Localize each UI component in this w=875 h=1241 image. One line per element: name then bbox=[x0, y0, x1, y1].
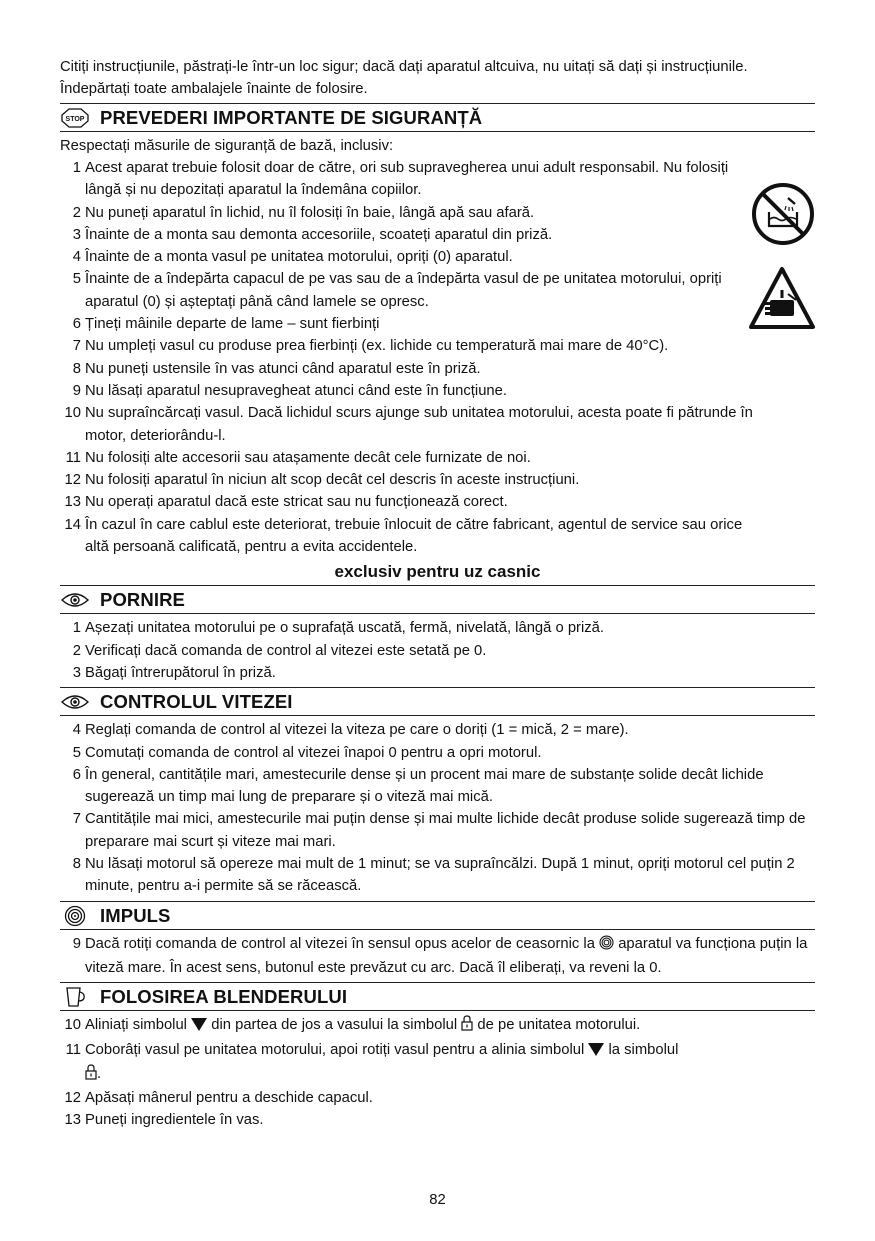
blender-title: FOLOSIREA BLENDERULUI bbox=[100, 986, 348, 1008]
item-number: 10 bbox=[64, 405, 81, 422]
item-text: Înainte de a monta sau demonta accesoriile, scoateți aparatul din priză. bbox=[85, 226, 553, 243]
item-number: 13 bbox=[64, 1112, 81, 1129]
start-list bbox=[60, 617, 815, 684]
item-text: Înainte de a îndepărta capacul de pe vas sau de a îndepărta vasul de pe unitatea motorului, opriți aparatul (0) și așteptați până când lamele se opresc. bbox=[85, 271, 722, 310]
item-text: Nu puneți aparatul în lichid, nu îl folosiți în baie, lângă apă sau afară. bbox=[85, 204, 535, 221]
item-number: 3 bbox=[72, 664, 81, 681]
hand-blade-warning-icon bbox=[748, 266, 816, 335]
item-text: Înainte de a monta vasul pe unitatea motorului, opriți (0) aparatul. bbox=[85, 249, 513, 266]
speed-heading bbox=[60, 687, 815, 716]
pulse-text-part1: Dacă rotiți comanda de control al vitezei în sensul opus acelor de ceasornic la bbox=[85, 935, 595, 952]
safety-list bbox=[60, 157, 815, 558]
jug-icon bbox=[60, 985, 90, 1009]
list-item: 10 Aliniați simbolul din partea de jos a vasului la simbolul de pe unitatea motorului. bbox=[60, 1014, 815, 1038]
list-item bbox=[60, 380, 815, 402]
item-text: Așezați unitatea motorului pe o suprafață uscată, fermă, nivelată, lângă o priză. bbox=[85, 620, 605, 637]
stop-icon bbox=[60, 106, 90, 130]
list-item bbox=[60, 202, 815, 224]
item-text: Nu lăsați aparatul nesupravegheat atunci când este în funcțiune. bbox=[85, 382, 507, 399]
list-item bbox=[60, 1109, 815, 1131]
list-item bbox=[60, 224, 815, 246]
triangle-down-icon bbox=[588, 1041, 604, 1063]
start-title: PORNIRE bbox=[100, 589, 185, 611]
item-text: Nu operați aparatul dacă este stricat sau nu funcționează corect. bbox=[85, 494, 508, 511]
list-item bbox=[60, 447, 815, 469]
blender-list bbox=[60, 1014, 815, 1087]
item-number: 12 bbox=[64, 472, 81, 489]
eye-icon bbox=[60, 588, 90, 612]
list-item bbox=[60, 719, 815, 741]
blender-list-continued bbox=[60, 1087, 815, 1132]
list-item bbox=[60, 617, 815, 639]
list-item bbox=[60, 853, 815, 898]
speed-title: CONTROLUL VITEZEI bbox=[100, 691, 293, 713]
item-number: 8 bbox=[72, 856, 81, 873]
list-item bbox=[60, 1087, 815, 1109]
pulse-text-part2: aparatul va funcționa puțin la viteză mare. În acest sens, butonul este prevăzut cu arc. Dacă îl eliberați, va reveni la 0. bbox=[85, 935, 808, 976]
start-heading bbox=[60, 585, 815, 614]
item-number: 4 bbox=[72, 722, 81, 739]
item-text: Comutați comanda de control al vitezei înapoi 0 pentru a opri motorul. bbox=[85, 744, 542, 761]
item-text: Puneți ingredientele în vas. bbox=[85, 1112, 264, 1129]
item-number: 2 bbox=[72, 204, 81, 221]
list-item bbox=[60, 402, 815, 447]
no-water-warning-icon bbox=[751, 182, 815, 251]
safety-title: PREVEDERI IMPORTANTE DE SIGURANȚĂ bbox=[100, 107, 483, 128]
item-text: Nu folosiți alte accesorii sau atașamente decât cele furnizate de noi. bbox=[85, 449, 531, 466]
list-item bbox=[60, 313, 815, 335]
list-item bbox=[60, 358, 815, 380]
item-text: În cazul în care cablul este deteriorat, trebuie înlocuit de către fabricant, agentul de service sau orice altă persoană calificată, pentru a evita accidentele. bbox=[85, 516, 743, 556]
triangle-down-icon bbox=[191, 1016, 207, 1038]
list-item bbox=[60, 157, 815, 202]
item-text: Băgați întrerupătorul în priză. bbox=[85, 664, 276, 681]
item-text: Nu supraîncărcați vasul. Dacă lichidul scurs ajunge sub unitatea motorului, acesta poate fi pătrunde în motor, deteriorându-l. bbox=[85, 405, 753, 444]
item-text: Nu umpleți vasul cu produse prea fierbinți (ex. lichide cu temperatură mai mare de 40°C). bbox=[85, 338, 669, 355]
item-text: Acest aparat trebuie folosit doar de către, ori sub supravegherea unui adult responsabil. Nu folosiți lângă și nu depozitați aparatul la îndemâna copiilor. bbox=[85, 160, 729, 199]
item-text: Reglați comanda de control al vitezei la viteza pe care o doriți (1 = mică, 2 = mare). bbox=[85, 722, 629, 739]
item-number: 4 bbox=[72, 249, 81, 266]
pulse-title: IMPULS bbox=[100, 904, 171, 926]
item-number: 8 bbox=[72, 360, 81, 377]
safety-lead: Respectați măsurile de siguranță de bază, inclusiv: bbox=[60, 138, 394, 154]
item-number: 3 bbox=[72, 226, 81, 243]
item-number: 1 bbox=[72, 620, 81, 637]
item-number: 6 bbox=[72, 316, 81, 333]
item-number: 1 bbox=[72, 160, 81, 176]
padlock-icon bbox=[461, 1015, 473, 1038]
pulse-list bbox=[60, 933, 815, 980]
item-text: În general, cantitățile mari, amestecurile dense și un procent mai mare de substanțe solide decât lichide sugerează un timp mai lung de preparare și o viteză mai mică. bbox=[85, 766, 764, 806]
item-number: 2 bbox=[72, 642, 81, 659]
list-item bbox=[60, 469, 815, 491]
item-number: 13 bbox=[64, 494, 81, 511]
item-text: Apăsați mânerul pentru a deschide capacul. bbox=[85, 1090, 373, 1107]
pulse-heading bbox=[60, 901, 815, 930]
list-item bbox=[60, 808, 815, 853]
intro-text: Citiți instrucțiunile, păstrați-le într-un loc sigur; dacă dați aparatul altcuiva, nu uitați să dați și instrucțiunile. Îndepărtați toate ambalajele înainte de folosire. bbox=[60, 59, 748, 97]
list-item bbox=[60, 335, 815, 357]
list-item bbox=[60, 268, 815, 313]
item-text: Nu puneți ustensile în vas atunci când aparatul este în priză. bbox=[85, 360, 481, 377]
item-text: Nu lăsați motorul să opereze mai mult de 1 minut; se va supraîncălzi. După 1 minut, opriți motorul cel puțin 2 minute, pentru a-i permite să se răcească. bbox=[85, 856, 795, 895]
safety-heading bbox=[60, 103, 815, 132]
item-text: Nu folosiți aparatul în niciun alt scop decât cel descris în aceste instrucțiuni. bbox=[85, 472, 580, 489]
list-item: 11 Coborâți vasul pe unitatea motorului, apoi rotiți vasul pentru a alinia simbolul la simbolul . bbox=[60, 1039, 815, 1088]
document-page bbox=[60, 56, 815, 1132]
item-number: 12 bbox=[64, 1090, 81, 1107]
item-number: 6 bbox=[72, 766, 81, 783]
spiral-icon bbox=[60, 904, 90, 928]
padlock-icon bbox=[85, 1064, 97, 1087]
item-number: 11 bbox=[65, 449, 81, 466]
list-item: 9 Dacă rotiți comanda de control al vitezei în sensul opus acelor de ceasornic la aparatul va funcționa puțin la viteză mare. În acest sens, butonul este prevăzut cu arc. Dacă îl eliberați, va reveni la 0. bbox=[72, 935, 808, 976]
list-item bbox=[60, 742, 815, 764]
svg-text:STOP: STOP bbox=[65, 116, 85, 123]
list-item bbox=[60, 662, 815, 684]
blender-heading bbox=[60, 982, 815, 1011]
item-number: 14 bbox=[64, 516, 81, 533]
list-item bbox=[60, 491, 815, 513]
item-number: 7 bbox=[72, 338, 81, 355]
item-text: Țineți mâinile departe de lame – sunt fierbinți bbox=[85, 316, 380, 333]
page-number: 82 bbox=[429, 1192, 446, 1208]
item-text: Cantitățile mai mici, amestecurile mai puțin dense și mai multe lichide decât produse solide sugerează timp de preparare mai scurt și viteze mai mari. bbox=[85, 811, 806, 850]
item-number: 7 bbox=[72, 811, 81, 828]
item-number: 9 bbox=[72, 382, 81, 399]
item-number: 5 bbox=[72, 271, 81, 288]
spiral-icon bbox=[599, 935, 614, 957]
list-item bbox=[60, 246, 815, 268]
speed-list bbox=[60, 719, 815, 897]
list-item bbox=[60, 640, 815, 662]
eye-icon bbox=[60, 690, 90, 714]
list-item bbox=[60, 764, 815, 809]
household-use-note: exclusiv pentru uz casnic bbox=[334, 562, 541, 582]
list-item bbox=[60, 514, 815, 559]
item-text: Verificați dacă comanda de control al vitezei este setată pe 0. bbox=[85, 642, 487, 659]
item-number: 5 bbox=[72, 744, 81, 761]
